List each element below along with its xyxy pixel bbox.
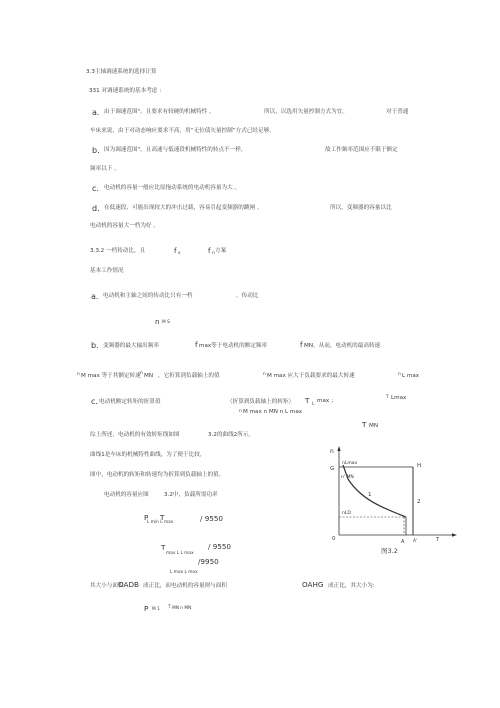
text-line-cc-T: T xyxy=(305,396,310,405)
text-line-f-5: 成正比，其大小为: xyxy=(328,583,375,589)
text-line-bb-2: max等于电动机的额定频率 xyxy=(199,343,268,349)
text-line-f-2: OADB xyxy=(118,580,139,589)
text-line-d-2: 所以，变频器的容量以比 xyxy=(330,205,392,211)
text-line-d-1: 在低速段，可能出现较大的冲击过载，容易引起变频器的跳闸 。 xyxy=(104,205,263,211)
label-a-prime: A' xyxy=(413,539,418,544)
text-line-c-1: 电动机的容量一般应比原拖动系统的电动机容量为大 。 xyxy=(104,185,241,191)
text-line-c3: 图中，电动机的转矩和转速均为折算到负载轴上的值。 xyxy=(90,472,225,478)
label-curve1: 1 xyxy=(368,492,372,498)
text-line-sec-f1-sub: x xyxy=(178,251,181,256)
text-line-r1-5: ，它折算到负载轴上的值 xyxy=(158,373,220,379)
text-line-sec-f2: f xyxy=(208,246,211,255)
text-line-r1-6: n xyxy=(263,372,266,377)
text-line-t-div2: /9950 xyxy=(198,557,219,566)
text-line-r1-4: MN xyxy=(144,373,154,379)
label-a: A xyxy=(401,539,405,545)
text-line-c-mark: c. xyxy=(92,184,99,193)
text-line-a-3: 对于普通 xyxy=(386,109,409,115)
text-line-tmn: T xyxy=(362,420,367,429)
text-line-a-2: 所以，以选用矢量控制方式为宜。 xyxy=(264,109,348,115)
label-h: H xyxy=(417,463,422,469)
text-line-r1-8: n xyxy=(398,372,401,377)
label-origin: 0 xyxy=(332,536,336,542)
label-g: G xyxy=(330,466,335,472)
figure-caption: 图3.2 xyxy=(381,547,398,555)
text-line-tmn-sub: MN xyxy=(369,423,379,429)
text-line-bb-3: MN，从而，电动机的最高转速 xyxy=(304,343,381,349)
text-line-pm-2: T xyxy=(168,605,171,610)
text-line-bb-mark: b. xyxy=(91,341,99,350)
y-axis-arrow xyxy=(337,446,340,451)
text-line-pm-sub: M 1 xyxy=(152,607,160,612)
label-curve2: 2 xyxy=(417,499,421,505)
text-line-r1-2: M max 等于其额定转速 xyxy=(81,373,141,379)
text-line-t-div: / 9550 xyxy=(208,542,231,551)
text-line-sec-f2-tail: 方案 xyxy=(215,248,227,254)
text-line-b-mark: b. xyxy=(92,146,100,155)
text-line-cc-sub: n xyxy=(239,409,242,414)
text-line-sec-f1: f xyxy=(174,246,177,255)
text-line-a-4: 车床来说，由于对动态响应要求不高，用“无位债矢量控制”方式已经足够。 xyxy=(90,128,275,134)
text-line-pm: P xyxy=(144,604,149,613)
text-line-cc-mark: c. xyxy=(91,397,98,406)
text-line-t-sub2: L max L max xyxy=(170,570,198,575)
text-line-nm: n xyxy=(155,317,160,326)
text-line-c4-2: 3.2中，负载所需功率 xyxy=(164,492,218,498)
text-line-ba-mark: a. xyxy=(91,292,99,301)
text-line-f-3: 成正比，而电动机的容量则与面积 xyxy=(143,583,227,589)
text-line-sec-f2-sub: n xyxy=(212,251,215,256)
text-line-sec-3-3-1: 331 对调速系统的基本考虑 ： xyxy=(89,88,165,94)
label-nld: nLD xyxy=(342,511,351,516)
text-line-t-sub: max L L max xyxy=(166,551,194,556)
text-line-r1-9: L max xyxy=(402,373,420,379)
text-line-a-1: 由于调速范围"，且要求有较硬的机械特性 ， xyxy=(104,109,215,115)
text-line-bb-1: 变频器的最大输出频率 xyxy=(103,343,159,349)
text-line-cc-2: （折算到负载轴上的转矩） xyxy=(227,399,295,405)
text-line-c1-2: 3.2的曲线2所示。 xyxy=(208,432,255,438)
label-n: n xyxy=(330,448,334,455)
text-line-p-sub: L min L max xyxy=(147,520,174,525)
text-line-p-P: P xyxy=(144,513,149,522)
text-line-c1-1: 综上所述，电动机的有效转矩线如图 xyxy=(90,432,180,438)
text-line-r1-3: n xyxy=(140,371,143,376)
text-line-b-2: 故工作频率范围应不限于额定 xyxy=(325,147,398,153)
label-nmn: n' MN xyxy=(341,475,354,480)
text-line-basic: 基本工作情况 xyxy=(90,268,124,274)
text-line-d-mark: d. xyxy=(92,204,100,213)
text-line-f-1: 其大小与面积 xyxy=(90,583,124,589)
text-line-c4-1: 电动机的容量应图 xyxy=(104,492,149,498)
text-line-a-mark: a. xyxy=(92,108,100,117)
text-line-bb-f2: f xyxy=(300,340,303,349)
text-line-cc-3: L xyxy=(312,402,315,407)
text-line-pm-3: MN n MN xyxy=(172,606,192,611)
text-line-p-div: / 9550 xyxy=(200,514,223,523)
text-line-p-T: T xyxy=(160,513,165,522)
text-line-f-4: OAHG xyxy=(302,580,324,589)
text-line-sec-3-3: 3.3主轴调速系统的选择计算 xyxy=(86,69,157,75)
text-line-c2: 曲线1是车床的机械特性曲线，为了便于比较， xyxy=(90,452,206,458)
curve-1 xyxy=(343,465,406,517)
text-line-b-3: 频率以下 。 xyxy=(90,166,120,172)
label-nlmax: nLmax xyxy=(342,461,358,466)
text-line-cc-sub2: M max n MN n L max xyxy=(243,409,303,415)
label-t: T xyxy=(436,537,440,543)
text-line-ba-2: ，传动比 xyxy=(236,293,259,299)
text-line-b-1: 因为调速范围"，且高速与低速段机械特性的转点不一样， xyxy=(104,147,247,153)
text-line-cc-6: Lmax xyxy=(391,395,407,401)
x-axis-arrow xyxy=(452,533,457,536)
text-line-sec-3-3-2: 3.3.2 一档传动比，且 xyxy=(90,248,146,254)
text-line-r1-7: M max 应大于负载要求的最大转速 xyxy=(267,373,355,379)
text-line-nm-sub: M S xyxy=(162,320,170,325)
text-line-bb-f: f xyxy=(195,340,198,349)
text-line-r1-1: n xyxy=(77,372,80,377)
text-line-d-3: 电动机的容量大一档为好 。 xyxy=(90,223,159,229)
text-line-t-T: T xyxy=(161,543,166,552)
text-line-cc-1: 电动机额定转矩的折算值 xyxy=(99,399,161,405)
text-line-cc-4: max ； xyxy=(317,398,337,404)
text-line-cc-5: T xyxy=(386,395,389,400)
text-line-ba-1: 电动机和主轴之间的传动比只有一档 xyxy=(103,293,193,299)
